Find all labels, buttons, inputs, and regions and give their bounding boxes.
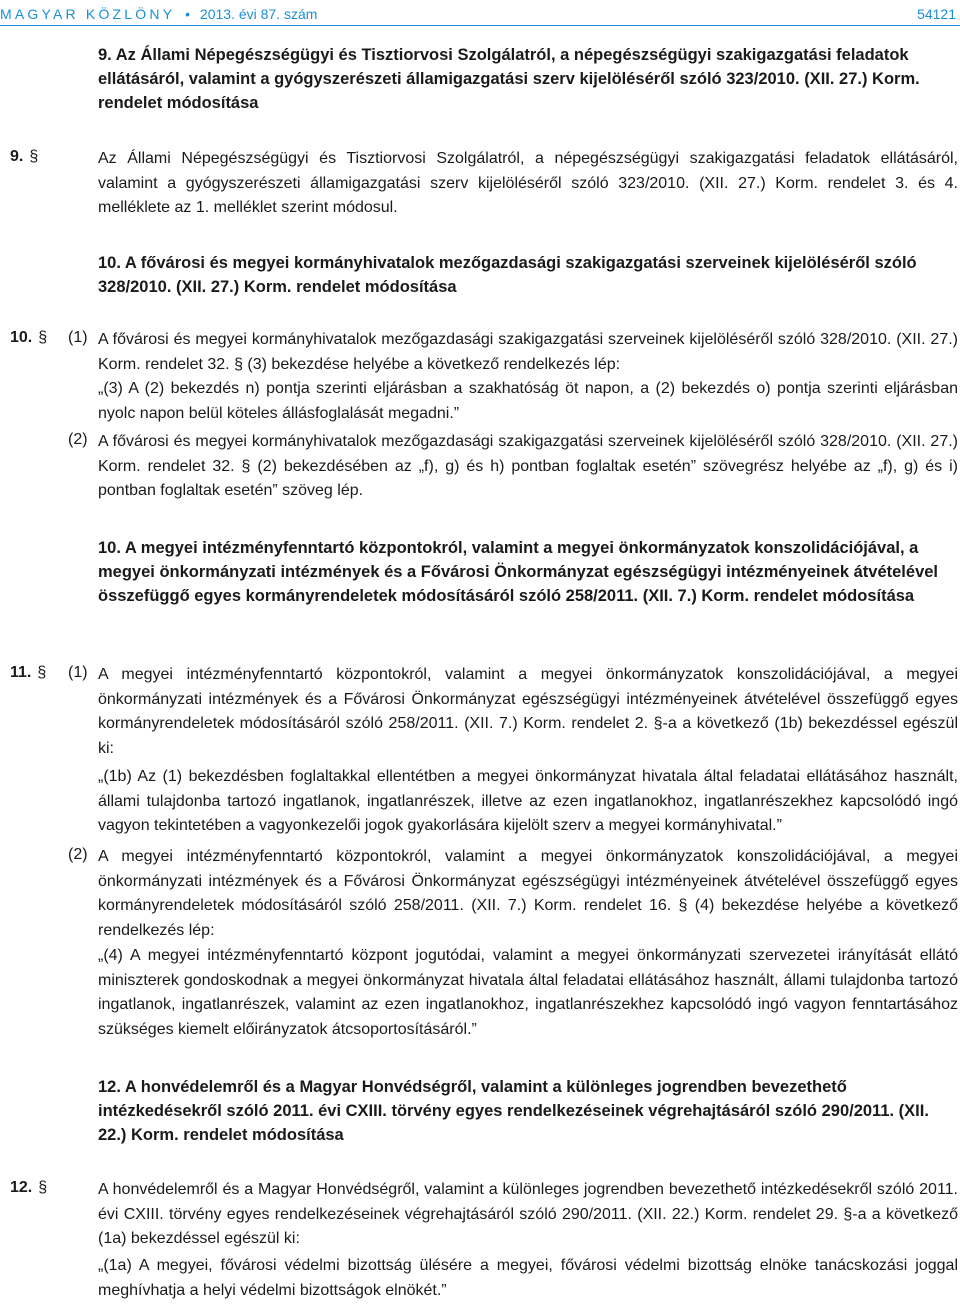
section-text-9: Az Állami Népegészségügyi és Tisztiorvosi Szolgálatról, a népegészségügyi szakigazgatási feladatok ellátásáról, valamint a gyógyszerészeti államigazgatási szerv kijelöléséről szóló 323/2010. (XII. 27.) Korm. rendelet 3. és 4. melléklete az 1. melléklet szerint módosul. xyxy=(98,150,958,216)
subsection-text: A megyei intézményfenntartó központokról, valamint a megyei önkormányzatok konszolidációjával, a megyei önkormányzati intézmények és a Fővárosi Önkormányzat egészségügyi intézményeinek átvételével összefüggő egyes kormányrendeletek módosításáról szóló 258/2011. (XII. 7.) Korm. rendelet 2. §-a a következő (1b) bekezdéssel egészül ki: xyxy=(98,666,958,757)
section-num: 10. xyxy=(10,329,33,346)
subsection-label: (2) xyxy=(68,846,88,863)
publication-name: MAGYAR KÖZLÖNY xyxy=(0,6,176,22)
page-header xyxy=(0,0,960,26)
quoted-text: „(4) A megyei intézményfenntartó központ jogutódai, valamint a megyei önkormányzati szervezetei irányítását ellátó miniszterek gondoskodnak a megyei önkormányzat hivatala által feladatai ellátásához használt, állami tulajdonba tartozó ingatlanok, ingatlanrészek, valamint az ezen ingatlanokhoz, ingatlanrészekhez kapcsolódó ingó vagyon fenntartásához szükséges kiemelt előirányzatok átcsoportosításáról.” xyxy=(98,947,958,1038)
quoted-text: „(1b) Az (1) bekezdésben foglaltakkal ellentétben a megyei önkormányzat hivatala által feladatai ellátásához használt, állami tulajdonba tartozó ingatlanok, ingatlanrészek, illetve az ezen ingatlanokhoz, ingatlanrészekhez kapcsolódó ingó vagyon tekintetében a vagyonkezelői jogok gyakorlására kijelölt szerv a megyei kormányhivatal.” xyxy=(98,768,958,834)
section-number-9 xyxy=(10,148,38,166)
section-number-12 xyxy=(10,1179,47,1197)
section-title-12: 12. A honvédelemről és a Magyar Honvédségről, valamint a különleges jogrendben bevezethető intézkedésekről szóló 2011. évi CXIII. törvény egyes rendelkezéseinek végrehajtásáról szóló 290/2011. (XII. 22.) Korm. rendelet módosítása xyxy=(98,1078,929,1144)
section-num: 12. xyxy=(10,1179,33,1196)
section-text-12: A honvédelemről és a Magyar Honvédségről, valamint a különleges jogrendben bevezethető intézkedésekről szóló 2011. évi CXIII. törvény egyes rendelkezéseinek végrehajtásáról szóló 290/2011. (XII. 22.) Korm. rendelet 29. §-a a következő (1a) bekezdéssel egészül ki: xyxy=(98,1181,958,1247)
subsection-text: A fővárosi és megyei kormányhivatalok mezőgazdasági szakigazgatási szerveinek kijelöléséről szóló 328/2010. (XII. 27.) Korm. rendelet 32. § (2) bekezdésében az „f), g) és h) pontban foglaltak esetén” szövegrész helyébe az „f), g) és i) pontban foglaltak esetén” szöveg lép. xyxy=(98,433,958,499)
paragraph-sign: § xyxy=(38,329,48,346)
section-title-9: 9. Az Állami Népegészségügyi és Tisztiorvosi Szolgálatról, a népegészségügyi szakigazgatási feladatok ellátásáról, valamint a gyógyszerészeti államigazgatási szerv kijelöléséről szóló 323/2010. (XII. 27.) Korm. rendelet módosítása xyxy=(98,46,920,112)
subsection-label: (1) xyxy=(68,664,88,681)
quoted-text: „(3) A (2) bekezdés n) pontja szerinti eljárásban a szakhatóság öt napon, a (2) bekezdés o) pontja szerinti eljárásban nyolc napon belül köteles állásfoglalását megadni.” xyxy=(98,380,958,422)
section-number-11 xyxy=(10,664,46,682)
subsection-label: (1) xyxy=(68,329,88,346)
subsection-label: (2) xyxy=(68,431,88,448)
paragraph-sign: § xyxy=(37,664,47,681)
subsection-text: A fővárosi és megyei kormányhivatalok mezőgazdasági szakigazgatási szerveinek kijelöléséről szóló 328/2010. (XII. 27.) Korm. rendelet 32. § (3) bekezdése helyébe a következő rendelkezés lép: xyxy=(98,331,958,373)
paragraph-sign: § xyxy=(29,148,39,165)
section-num: 11. xyxy=(10,664,32,681)
section-title-10: 10. A fővárosi és megyei kormányhivatalok mezőgazdasági szakigazgatási szerveinek kijelöléséről szóló 328/2010. (XII. 27.) Korm. rendelet módosítása xyxy=(98,254,917,296)
section-title-11: 10. A megyei intézményfenntartó központokról, valamint a megyei önkormányzatok konszolidációjával, a megyei önkormányzati intézmények és a Fővárosi Önkormányzat egészségügyi intézményeinek átvételével összefüggő egyes kormányrendeletek módosításáról szóló 258/2011. (XII. 7.) Korm. rendelet módosítása xyxy=(98,539,939,605)
subsection-text: A megyei intézményfenntartó központokról, valamint a megyei önkormányzatok konszolidációjával, a megyei önkormányzati intézmények és a Fővárosi Önkormányzat egészségügyi intézményeinek átvételével összefüggő egyes kormányrendeletek módosításáról szóló 258/2011. (XII. 7.) Korm. rendelet 16. § (4) bekezdése helyébe a következő rendelkezés lép: xyxy=(98,848,958,939)
header-bullet: • xyxy=(185,6,191,22)
section-num: 9. xyxy=(10,148,24,165)
section-number-10 xyxy=(10,329,47,347)
issue-label: 2013. évi 87. szám xyxy=(199,6,318,22)
header-left xyxy=(0,6,317,22)
quoted-text: „(1a) A megyei, fővárosi védelmi bizottság ülésére a megyei, fővárosi védelmi bizottság elnöke tanácskozási joggal meghívhatja a helyi védelmi bizottságok elnökét.” xyxy=(98,1257,958,1299)
page-number: 54121 xyxy=(917,6,956,22)
header-rule xyxy=(0,25,960,26)
paragraph-sign: § xyxy=(38,1179,48,1196)
